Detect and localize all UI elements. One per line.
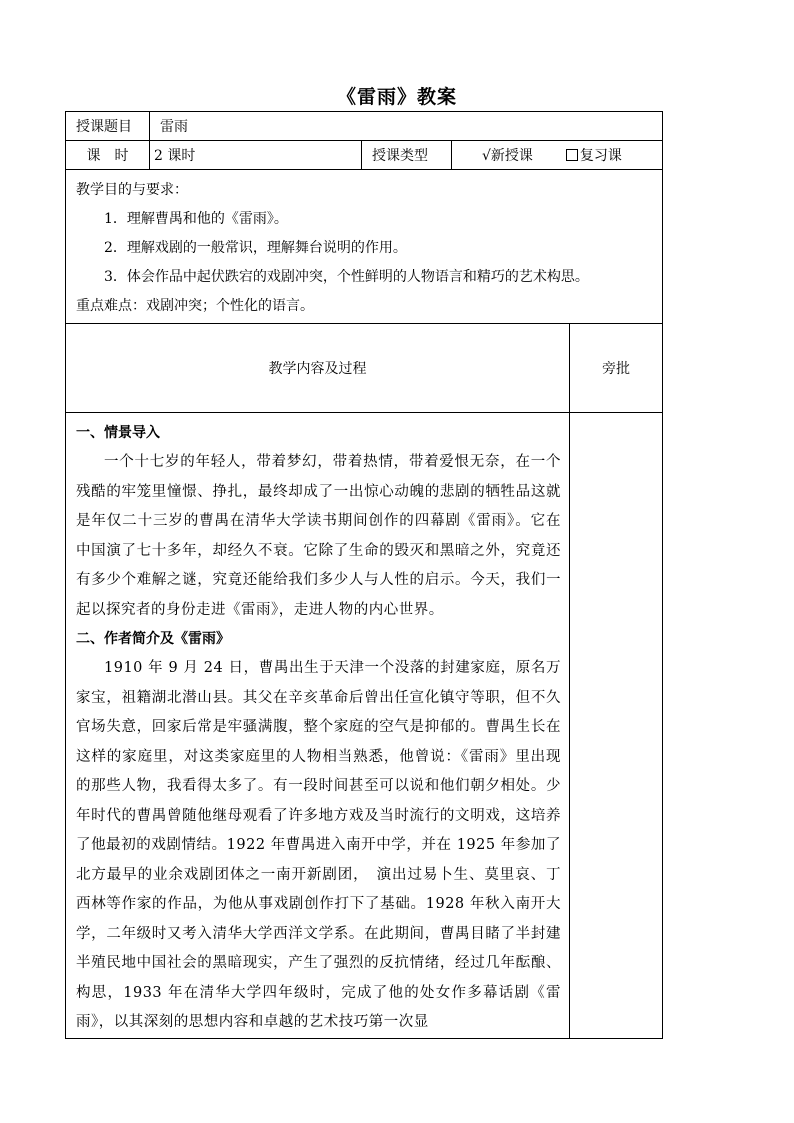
hours-label: 课 时 (66, 141, 150, 170)
review-lesson-option: 复习课 (579, 148, 622, 164)
goal-item: 3．体会作品中起伏跌宕的戏剧冲突，个性鲜明的人物语言和精巧的艺术构思。 (104, 269, 589, 285)
content-header-row (66, 324, 663, 413)
topic-row (66, 112, 663, 141)
page-title: 《雷雨》教案 (336, 86, 457, 108)
goals-cell (66, 170, 663, 324)
new-lesson-option: √新授课 (482, 148, 533, 164)
topic-label: 授课题目 (66, 112, 150, 141)
type-label: 授课类型 (362, 141, 452, 170)
topic-value: 雷雨 (150, 112, 663, 141)
key-points: 重点难点：戏剧冲突；个性化的语言。 (76, 298, 314, 314)
checkbox-icon (566, 149, 578, 161)
goal-item: 2．理解戏剧的一般常识，理解舞台说明的作用。 (104, 240, 407, 256)
section-title: 一、情景导入 (76, 425, 160, 441)
hours-row (66, 141, 663, 170)
section-title: 二、作者简介及《雷雨》 (76, 631, 230, 647)
lesson-plan-table (65, 111, 663, 1039)
goal-item: 1．理解曹禺和他的《雷雨》。 (104, 211, 288, 227)
notes-header: 旁批 (570, 324, 663, 413)
section-paragraph: 1910 年 9 月 24 日，曹禺出生于天津一个没落的封建家庭，原名万家宝，祖籍湖北潜山县。其父在辛亥革命后曾出任宣化镇守等职，但不久官场失意，回家后常是牢骚满腹，整个家庭的空气是抑郁的。曹禺生长在这样的家庭里，对这类家庭里的人物相当熟悉，他曾说：《雷雨》里出现的那些人物，我看得太多了。有一段时间甚至可以说和他们朝夕相处。少年时代的曹禺曾随他继母观看了许多地方戏及当时流行的文明戏，这培养了他最初的戏剧情结。1922 年曹禺进入南开中学，并在 1925 年参加了北方最早的业余戏剧团体之一南开新剧团， 演出过易卜生、莫里哀、丁西林等作家的作品，为他从事戏剧创作打下了基础。1928 年秋入南开大学，二年级时又考入清华大学西洋文学系。在此期间，曹禺目睹了半封建半殖民地中国社会的黑暗现实，产生了强烈的反抗情绪，经过几年酝酿、构思，1933 年在清华大学四年级时，完成了他的处女作多幕话剧《雷雨》，以其深刻的思想内容和卓越的艺术技巧第一次显 (76, 660, 561, 1030)
lesson-type-options (452, 141, 663, 170)
content-header: 教学内容及过程 (66, 324, 570, 413)
section-paragraph: 一个十七岁的年轻人，带着梦幻，带着热情，带着爱恨无奈，在一个残酷的牢笼里憧憬、挣扎，最终却成了一出惊心动魄的悲剧的牺牲品这就是年仅二十三岁的曹禺在清华大学读书期间创作的四幕剧《雷雨》。它在中国演了七十多年，却经久不衰。它除了生命的毁灭和黑暗之外，究竟还有多少个难解之谜，究竟还能给我们多少人与人性的启示。今天，我们一起以探究者的身份走进《雷雨》，走进人物的内心世界。 (76, 454, 561, 618)
content-body (66, 413, 570, 1039)
goals-row (66, 170, 663, 324)
goals-heading: 教学目的与要求： (76, 182, 188, 198)
content-body-row (66, 413, 663, 1039)
notes-body (570, 413, 663, 1039)
hours-value: 2 课时 (150, 141, 362, 170)
